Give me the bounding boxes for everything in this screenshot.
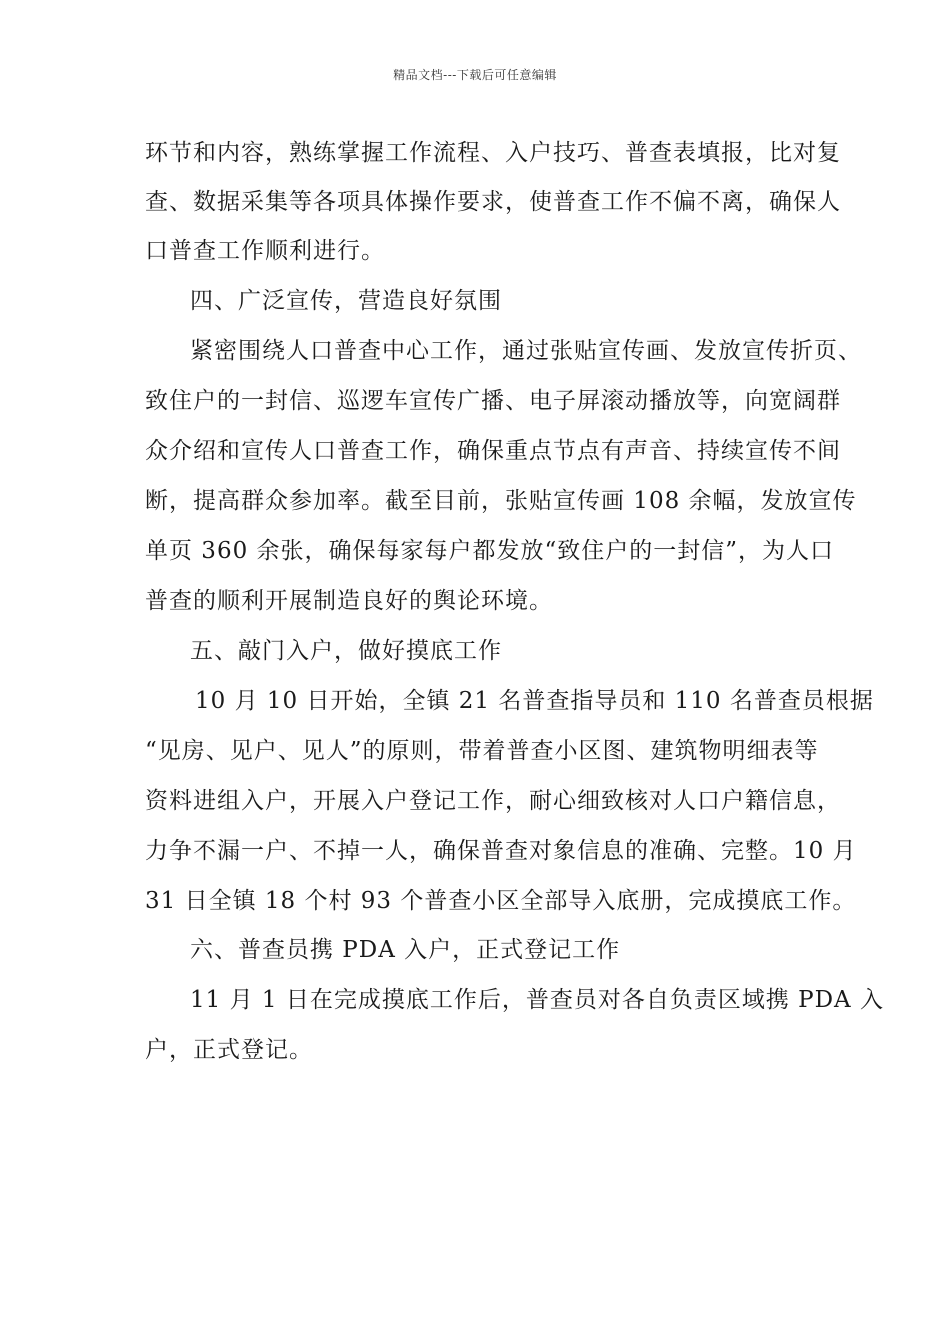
paragraph-line: 众介绍和宣传人口普查工作，确保重点节点有声音、持续宣传不间 [145,438,841,464]
page-header: 精品文档---下载后可任意编辑 [393,68,557,82]
paragraph-line: 环节和内容，熟练掌握工作流程、入户技巧、普查表填报，比对复 [145,140,841,166]
paragraph-line: 查、数据采集等各项具体操作要求，使普查工作不偏不离，确保人 [145,189,841,215]
paragraph-line: 紧密围绕人口普查中心工作，通过张贴宣传画、发放宣传折页、 [190,338,862,364]
paragraph-line: 单页 360 余张，确保每家每户都发放“致住户的一封信”，为人口 [145,538,835,564]
section-heading: 六、普查员携 PDA 入户，正式登记工作 [190,937,621,963]
paragraph-line: 11 月 1 日在完成摸底工作后，普查员对各自负责区域携 PDA 入 [190,987,884,1013]
paragraph-line: 力争不漏一户、不掉一人，确保普查对象信息的准确、完整。10 月 [145,838,857,864]
paragraph-line: 断，提高群众参加率。截至目前，张贴宣传画 108 余幅，发放宣传 [145,488,857,514]
paragraph-line: 31 日全镇 18 个村 93 个普查小区全部导入底册，完成摸底工作。 [145,888,857,914]
paragraph-line: 口普查工作顺利进行。 [145,238,385,264]
paragraph-line: 致住户的一封信、巡逻车宣传广播、电子屏滚动播放等，向宽阔群 [145,388,841,414]
paragraph-line: 资料进组入户，开展入户登记工作，耐心细致核对人口户籍信息， [145,788,841,814]
paragraph-line: 户，正式登记。 [145,1037,313,1063]
section-heading: 四、广泛宣传，营造良好氛围 [190,288,502,314]
paragraph-line: 10 月 10 日开始，全镇 21 名普查指导员和 110 名普查员根据 [195,688,874,714]
paragraph-line: “见房、见户、见人”的原则，带着普查小区图、建筑物明细表等 [145,738,819,764]
section-heading: 五、敲门入户，做好摸底工作 [190,638,502,664]
paragraph-line: 普查的顺利开展制造良好的舆论环境。 [145,588,553,614]
